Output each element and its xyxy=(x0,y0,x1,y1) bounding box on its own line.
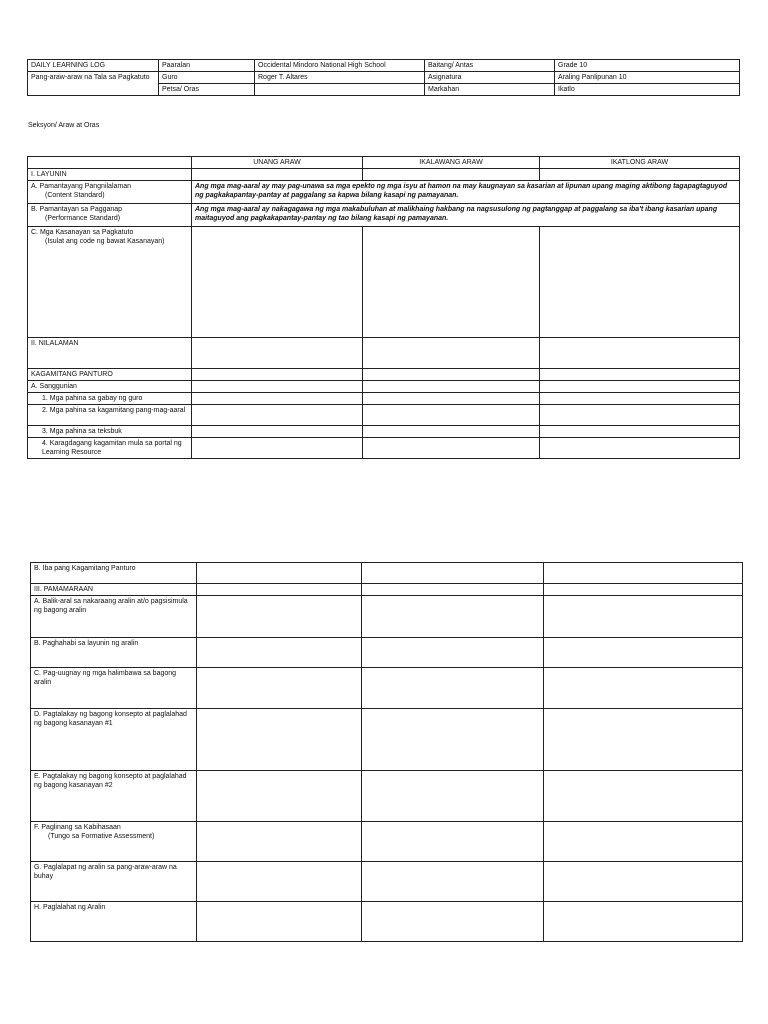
pamamaraan-label: III. PAMAMARAAN xyxy=(31,584,197,596)
procedure-step: C. Pag-uugnay ng mga halimbawa sa bagong aralin xyxy=(31,668,197,709)
sanggunian-item: 1. Mga pahina sa gabay ng guro xyxy=(28,393,192,405)
sanggunian-item: 4. Karagdagang kagamitan mula sa portal ng Learning Resource xyxy=(28,438,192,459)
procedure-step: B. Paghahabi sa layunin ng aralin xyxy=(31,638,197,668)
label-paaralan: Paaralan xyxy=(159,60,255,72)
content-standard-label: A. Pamantayang Pangnilalaman (Content Standard) xyxy=(28,181,192,204)
value-paaralan: Occidental Mindoro National High School xyxy=(255,60,425,72)
performance-standard-label: B. Pamantayan sa Pagganap (Performance Standard) xyxy=(28,204,192,227)
log-title: DAILY LEARNING LOG xyxy=(28,60,159,72)
performance-standard-text: Ang mga mag-aaral ay nakagagawa ng mga makabuluhan at malikhaing hakbang na nagsusulong ng pagtanggap at paggalang sa iba't ibang kasarian upang maitaguyod ang pagkakapantay-pantay ng tao bilang kasapi ng pamayanan. xyxy=(192,204,740,227)
procedure-step: H. Paglalahat ng Aralin xyxy=(31,902,197,942)
day-header-2: IKALAWANG ARAW xyxy=(363,157,540,169)
day-header-3: IKATLONG ARAW xyxy=(540,157,740,169)
procedure-step: E. Pagtalakay ng bagong konsepto at paglalahad ng bagong kasanayan #2 xyxy=(31,771,197,822)
label-markahan: Markahan xyxy=(425,84,555,96)
sanggunian-item: 2. Mga pahina sa kagamitang pang-mag-aaral xyxy=(28,405,192,426)
procedure-step-f: F. Paglinang sa Kabihasaan (Tungo sa Formative Assessment) xyxy=(31,822,197,862)
log-subtitle: Pang-araw-araw na Tala sa Pagkatuto xyxy=(28,72,159,96)
header-table xyxy=(27,59,740,96)
label-asignatura: Asignatura xyxy=(425,72,555,84)
procedure-step: D. Pagtalakay ng bagong konsepto at paglalahad ng bagong kasanayan #1 xyxy=(31,709,197,771)
label-baitang: Baitang/ Antas xyxy=(425,60,555,72)
procedure-table xyxy=(30,562,743,942)
iba-pang-label: B. Iba pang Kagamitang Panturo xyxy=(31,563,197,584)
kasanayan-label: C. Mga Kasanayan sa Pagkatuto (Isulat ang code ng bawat Kasanayan) xyxy=(28,227,192,338)
value-asignatura: Araling Panlipunan 10 xyxy=(555,72,740,84)
sanggunian-item: 3. Mga pahina sa teksbuk xyxy=(28,426,192,438)
sanggunian-label: A. Sanggunian xyxy=(28,381,192,393)
value-petsa xyxy=(255,84,425,96)
seksyon-label: Seksyon/ Araw at Oras xyxy=(28,122,100,129)
label-guro: Guro xyxy=(159,72,255,84)
procedure-step: G. Paglalapat ng aralin sa pang-araw-araw na buhay xyxy=(31,862,197,902)
value-guro: Roger T. Altares xyxy=(255,72,425,84)
label-petsa: Petsa/ Oras xyxy=(159,84,255,96)
procedure-step: A. Balik-aral sa nakaraang aralin at/o pagsisimula ng bagong aralin xyxy=(31,596,197,638)
objectives-table xyxy=(27,156,740,459)
value-baitang: Grade 10 xyxy=(555,60,740,72)
day-header-1: UNANG ARAW xyxy=(192,157,363,169)
value-markahan: Ikatlo xyxy=(555,84,740,96)
layunin-label: I. LAYUNIN xyxy=(28,169,192,181)
kagamitan-label: KAGAMITANG PANTURO xyxy=(28,369,192,381)
content-standard-text: Ang mga mag-aaral ay may pag-unawa sa mga epekto ng mga isyu at hamon na may kaugnayan sa kasarian at lipunan upang maging aktibong tagapagtaguyod ng pagkakapantay-pantay at paggalang sa kapwa bilang kasapi ng pamayanan. xyxy=(192,181,740,204)
nilalaman-label: II. NILALAMAN xyxy=(28,338,192,369)
